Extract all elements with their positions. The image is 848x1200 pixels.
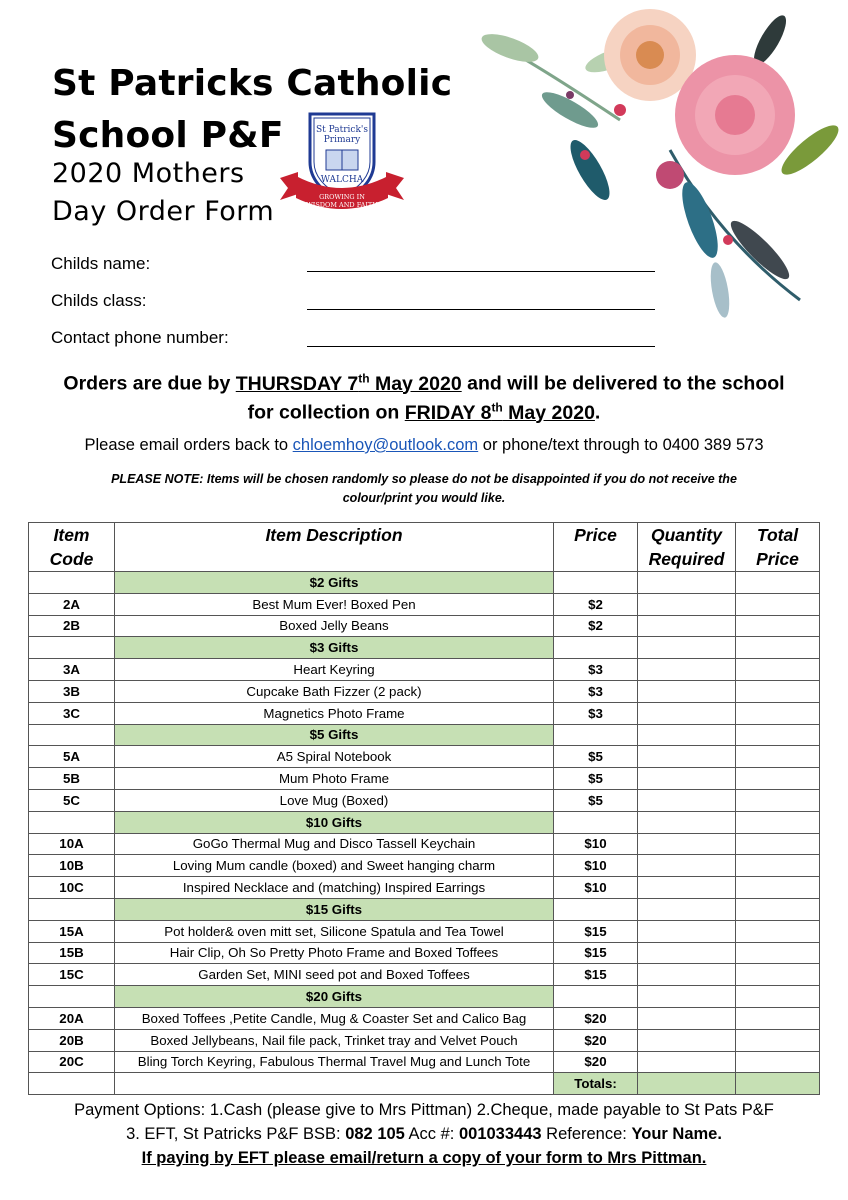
item-description: Boxed Jellybeans, Nail file pack, Trinket tray and Velvet Pouch (115, 1029, 554, 1051)
item-code: 10A (29, 833, 115, 855)
order-table-body (29, 572, 820, 1095)
title-line-1: St Patricks Catholic (52, 63, 453, 104)
group-total-cell (736, 637, 820, 659)
total-price-cell[interactable] (736, 833, 820, 855)
item-description: Magnetics Photo Frame (115, 702, 554, 724)
quantity-input-cell[interactable] (638, 942, 736, 964)
table-row (29, 789, 820, 811)
please-note: PLEASE NOTE: Items will be chosen randomly so please do not be disappointed if you do not receive the colour/print you would like. (111, 472, 737, 505)
payment-options (0, 1098, 848, 1170)
item-price: $20 (554, 1051, 638, 1073)
item-price: $3 (554, 680, 638, 702)
email-link[interactable]: chloemhoy@outlook.com (292, 436, 479, 454)
table-row (29, 593, 820, 615)
header-item-code: Item Code (29, 523, 115, 572)
table-row (29, 833, 820, 855)
crest-text-2: Primary (323, 135, 361, 145)
group-code-cell (29, 637, 115, 659)
item-description: Heart Keyring (115, 659, 554, 681)
group-title: $10 Gifts (115, 811, 554, 833)
table-row (29, 877, 820, 899)
item-price: $5 (554, 746, 638, 768)
item-price: $20 (554, 1029, 638, 1051)
header-quantity: Quantity Required (638, 523, 736, 572)
subtitle-line-1: 2020 Mothers (52, 158, 245, 189)
crest-text-3: WALCHA (320, 175, 364, 185)
order-table (28, 522, 820, 1095)
group-qty-cell (638, 986, 736, 1008)
contact-phone-field[interactable] (307, 345, 655, 347)
item-description: Pot holder& oven mitt set, Silicone Spatula and Tea Towel (115, 920, 554, 942)
header-price: Price (554, 523, 638, 572)
childs-class-label: Childs class: (51, 291, 147, 310)
item-code: 3A (29, 659, 115, 681)
quantity-input-cell[interactable] (638, 920, 736, 942)
table-row (29, 1029, 820, 1051)
total-price-cell[interactable] (736, 1029, 820, 1051)
quantity-input-cell[interactable] (638, 1051, 736, 1073)
item-description: Hair Clip, Oh So Pretty Photo Frame and Boxed Toffees (115, 942, 554, 964)
item-price: $15 (554, 942, 638, 964)
group-price-cell (554, 572, 638, 594)
item-price: $5 (554, 768, 638, 790)
group-title: $20 Gifts (115, 986, 554, 1008)
childs-name-field[interactable] (307, 270, 655, 272)
item-description: Mum Photo Frame (115, 768, 554, 790)
group-qty-cell (638, 898, 736, 920)
table-header-row (29, 523, 820, 572)
table-row (29, 855, 820, 877)
header-total-price: Total Price (736, 523, 820, 572)
item-description: Best Mum Ever! Boxed Pen (115, 593, 554, 615)
payment-line-3: If paying by EFT please email/return a copy of your form to Mrs Pittman. (141, 1149, 707, 1167)
item-price: $5 (554, 789, 638, 811)
group-qty-cell (638, 724, 736, 746)
group-row (29, 986, 820, 1008)
ribbon-text-1: GROWING IN (319, 193, 365, 201)
contact-instructions: Please email orders back to chloemhoy@outlook.com or phone/text through to 0400 389 573 (84, 436, 764, 454)
group-total-cell (736, 572, 820, 594)
group-price-cell (554, 898, 638, 920)
item-price: $20 (554, 1007, 638, 1029)
item-code: 15C (29, 964, 115, 986)
quantity-input-cell[interactable] (638, 877, 736, 899)
group-total-cell (736, 724, 820, 746)
totals-price-cell[interactable] (736, 1073, 820, 1095)
due-notice-line-1: Orders are due by THURSDAY 7th May 2020 and will be delivered to the school (63, 371, 785, 395)
group-price-cell (554, 637, 638, 659)
table-row (29, 615, 820, 637)
item-description: Garden Set, MINI seed pot and Boxed Toffees (115, 964, 554, 986)
item-price: $10 (554, 877, 638, 899)
group-price-cell (554, 724, 638, 746)
group-price-cell (554, 986, 638, 1008)
item-price: $3 (554, 702, 638, 724)
total-price-cell[interactable] (736, 964, 820, 986)
totals-empty-cell (115, 1073, 554, 1095)
total-price-cell[interactable] (736, 680, 820, 702)
item-code: 20B (29, 1029, 115, 1051)
header-item-description: Item Description (115, 523, 554, 572)
table-row (29, 1051, 820, 1073)
item-description: Loving Mum candle (boxed) and Sweet hanging charm (115, 855, 554, 877)
table-row (29, 920, 820, 942)
group-total-cell (736, 811, 820, 833)
ribbon-text-2: WISDOM AND FAITH (306, 201, 378, 209)
total-price-cell[interactable] (736, 593, 820, 615)
table-row (29, 1007, 820, 1029)
item-code: 5A (29, 746, 115, 768)
item-price: $10 (554, 833, 638, 855)
crest-text-1: St Patrick's (315, 125, 369, 135)
total-price-cell[interactable] (736, 1051, 820, 1073)
quantity-input-cell[interactable] (638, 768, 736, 790)
item-code: 5C (29, 789, 115, 811)
item-code: 3B (29, 680, 115, 702)
title-line-2: School P&F (52, 115, 284, 156)
group-total-cell (736, 898, 820, 920)
table-row (29, 680, 820, 702)
quantity-input-cell[interactable] (638, 615, 736, 637)
group-code-cell (29, 724, 115, 746)
item-code: 2B (29, 615, 115, 637)
group-code-cell (29, 811, 115, 833)
totals-quantity-cell[interactable] (638, 1073, 736, 1095)
quantity-input-cell[interactable] (638, 964, 736, 986)
item-code: 20A (29, 1007, 115, 1029)
total-price-cell[interactable] (736, 659, 820, 681)
total-price-cell[interactable] (736, 877, 820, 899)
item-code: 15A (29, 920, 115, 942)
item-description: Boxed Jelly Beans (115, 615, 554, 637)
item-price: $3 (554, 659, 638, 681)
due-notice-line-2: for collection on FRIDAY 8th May 2020. (247, 400, 601, 424)
total-price-cell[interactable] (736, 615, 820, 637)
group-qty-cell (638, 572, 736, 594)
group-row (29, 898, 820, 920)
total-price-cell[interactable] (736, 942, 820, 964)
total-price-cell[interactable] (736, 1007, 820, 1029)
item-description: Inspired Necklace and (matching) Inspired Earrings (115, 877, 554, 899)
quantity-input-cell[interactable] (638, 855, 736, 877)
quantity-input-cell[interactable] (638, 702, 736, 724)
item-price: $15 (554, 920, 638, 942)
childs-name-label: Childs name: (51, 254, 151, 273)
group-title: $15 Gifts (115, 898, 554, 920)
quantity-input-cell[interactable] (638, 680, 736, 702)
group-total-cell (736, 986, 820, 1008)
group-qty-cell (638, 811, 736, 833)
quantity-input-cell[interactable] (638, 593, 736, 615)
quantity-input-cell[interactable] (638, 833, 736, 855)
quantity-input-cell[interactable] (638, 789, 736, 811)
subtitle-line-2: Day Order Form (52, 196, 275, 227)
contact-phone-label: Contact phone number: (51, 328, 229, 347)
item-description: Cupcake Bath Fizzer (2 pack) (115, 680, 554, 702)
group-code-cell (29, 986, 115, 1008)
item-price: $2 (554, 615, 638, 637)
group-row (29, 572, 820, 594)
group-qty-cell (638, 637, 736, 659)
item-code: 3C (29, 702, 115, 724)
total-price-cell[interactable] (736, 702, 820, 724)
item-price: $10 (554, 855, 638, 877)
item-description: A5 Spiral Notebook (115, 746, 554, 768)
table-row (29, 702, 820, 724)
totals-row (29, 1073, 820, 1095)
item-code: 5B (29, 768, 115, 790)
item-code: 20C (29, 1051, 115, 1073)
group-row (29, 637, 820, 659)
item-code: 15B (29, 942, 115, 964)
table-row (29, 942, 820, 964)
quantity-input-cell[interactable] (638, 1029, 736, 1051)
table-row (29, 659, 820, 681)
table-row (29, 964, 820, 986)
totals-empty-cell (29, 1073, 115, 1095)
item-price: $2 (554, 593, 638, 615)
item-description: Boxed Toffees ,Petite Candle, Mug & Coaster Set and Calico Bag (115, 1007, 554, 1029)
item-code: 10C (29, 877, 115, 899)
group-title: $5 Gifts (115, 724, 554, 746)
group-row (29, 724, 820, 746)
group-title: $3 Gifts (115, 637, 554, 659)
table-row (29, 746, 820, 768)
total-price-cell[interactable] (736, 768, 820, 790)
item-price: $15 (554, 964, 638, 986)
item-code: 2A (29, 593, 115, 615)
group-code-cell (29, 898, 115, 920)
item-code: 10B (29, 855, 115, 877)
total-price-cell[interactable] (736, 920, 820, 942)
total-price-cell[interactable] (736, 746, 820, 768)
item-description: GoGo Thermal Mug and Disco Tassell Keychain (115, 833, 554, 855)
flower-decoration-icon (470, 0, 848, 330)
quantity-input-cell[interactable] (638, 1007, 736, 1029)
item-description: Bling Torch Keyring, Fabulous Thermal Travel Mug and Lunch Tote (115, 1051, 554, 1073)
quantity-input-cell[interactable] (638, 746, 736, 768)
payment-line-1: Payment Options: 1.Cash (please give to Mrs Pittman) 2.Cheque, made payable to St Pats P&F (74, 1101, 774, 1119)
quantity-input-cell[interactable] (638, 659, 736, 681)
table-row (29, 768, 820, 790)
school-crest-logo (276, 110, 408, 220)
group-row (29, 811, 820, 833)
childs-class-field[interactable] (307, 308, 655, 310)
item-description: Love Mug (Boxed) (115, 789, 554, 811)
group-title: $2 Gifts (115, 572, 554, 594)
group-code-cell (29, 572, 115, 594)
total-price-cell[interactable] (736, 855, 820, 877)
group-price-cell (554, 811, 638, 833)
payment-line-2: 3. EFT, St Patricks P&F BSB: 082 105 Acc #: 001033443 Reference: Your Name. (126, 1125, 722, 1143)
totals-label: Totals: (554, 1073, 638, 1095)
total-price-cell[interactable] (736, 789, 820, 811)
page-subtitle (52, 155, 274, 231)
